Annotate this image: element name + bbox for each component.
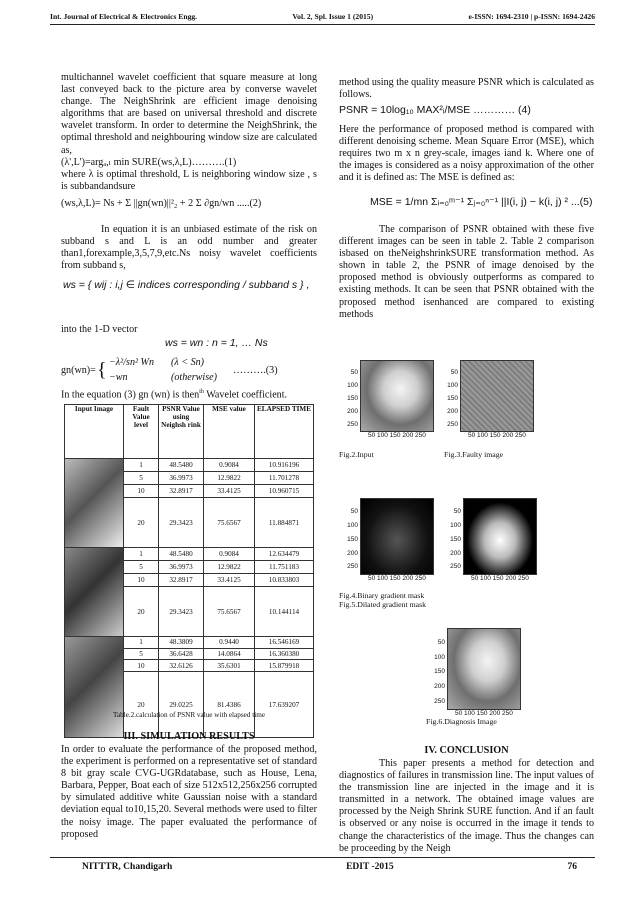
page-footer: [82, 862, 577, 872]
mse-cell: 75.6567: [204, 498, 255, 548]
psnr-cell: 48.5480: [159, 548, 204, 561]
x-tick-labels: 50 100 150 200 250: [455, 710, 513, 717]
equation-4: PSNR = 10log₁₀ MAX²ᵢ/MSE ………… (4): [339, 104, 531, 116]
fig3-caption: Fig.3.Faulty image: [444, 450, 504, 459]
psnr-cell: 32.6126: [159, 660, 204, 672]
col-header-mse: MSE value: [204, 405, 255, 459]
y-tick-label: 100: [447, 381, 458, 389]
elapsed-time-cell: 17.639207: [255, 672, 314, 738]
psnr-cell: 29.0225: [159, 672, 204, 738]
fault-level-cell: 10: [124, 574, 159, 587]
journal-name: Int. Journal of Electrical & Electronics Engg.: [50, 12, 198, 21]
right-para-2: Here the performance of proposed method is compared with different denoising scheme. Mean Square Error (MSE), which requires two m x n grey-scale, images iand k. Where one of the images is considered as a noisy approximation of the other and it is defined as: The MSE is defined as:: [339, 124, 594, 184]
fault-level-cell: 20: [124, 587, 159, 637]
y-tick-label: 50: [350, 507, 358, 515]
equation-ws: ws = { wij : i,j ∈ indices corresponding / subband s } ,: [63, 279, 310, 291]
elapsed-time-cell: 11.884871: [255, 498, 314, 548]
y-tick-label: 100: [347, 521, 358, 529]
equation-3-cond-1: (λ < Sn): [171, 357, 205, 368]
section-3-title: III. SIMULATION RESULTS: [123, 731, 255, 742]
figure-image: [360, 498, 434, 575]
figure-image: [463, 498, 537, 575]
table-caption: Table.2.calculation of PSNR value with elapsed time: [113, 711, 265, 719]
psnr-cell: 32.8917: [159, 574, 204, 587]
section-3-body: In order to evaluate the performance of the proposed method, the experiment is performed on a representative set of standard 8 bit gray scale CVG-UGRdatabase, such as House, Lena, Barbara, Pepper, Boat each of size 512x512,256x256 corrupted by simulated additive white Gaussian noise with a standard deviation equal to10,15,20. Several methods were used to filter the noisy image. The paper evaluated the performance of proposed: [61, 744, 317, 840]
fault-level-cell: 5: [124, 561, 159, 574]
psnr-cell: 29.3423: [159, 498, 204, 548]
equation-3-cond-2: (otherwise): [171, 372, 217, 383]
fig6-caption: Fig.6.Diagnosis Image: [426, 717, 497, 726]
right-para-1: method using the quality measure PSNR which is calculated as follows.: [339, 77, 594, 101]
fault-level-cell: 1: [124, 459, 159, 472]
equation-3-case-2: −wn: [109, 372, 128, 383]
fault-level-cell: 20: [124, 672, 159, 738]
fig5-caption: Fig.5.Dilated gradient mask: [339, 600, 427, 609]
col-header-time: ELAPSED TIME: [255, 405, 314, 459]
fault-level-cell: 5: [124, 472, 159, 485]
y-tick-label: 200: [434, 683, 445, 691]
y-tick-label: 150: [450, 535, 461, 543]
brace-glyph: {: [97, 359, 107, 381]
psnr-cell: 36.6428: [159, 648, 204, 660]
fig5-plot: [439, 498, 541, 587]
x-tick-labels: 50 100 150 200 250: [368, 432, 426, 439]
equation-3-case-1: −λ²/sn² Wn: [109, 357, 154, 368]
input-image-cell: [65, 459, 124, 548]
header-rule: [50, 24, 595, 25]
equation-5: MSE = 1/mn Σᵢ₌₀ᵐ⁻¹ Σⱼ₌₀ⁿ⁻¹ ||I(i, j) − k(i, j) ² ...(5): [370, 196, 593, 208]
fig4-plot: [336, 498, 438, 587]
right-para-3-wrap: [339, 224, 594, 321]
elapsed-time-cell: 10.916196: [255, 459, 314, 472]
input-image-thumbnail: [65, 637, 123, 737]
fig4-caption: Fig.4.Binary gradient mask: [339, 591, 425, 600]
left-column-top: [61, 72, 317, 210]
figure-image: [360, 360, 434, 432]
mse-cell: 14.0864: [204, 648, 255, 660]
psnr-cell: 48.5480: [159, 459, 204, 472]
mse-cell: 33.4125: [204, 574, 255, 587]
mse-cell: 35.6301: [204, 660, 255, 672]
equation-3-number: ……….(3): [233, 365, 278, 376]
y-tick-label: 250: [434, 698, 445, 706]
y-tick-label: 150: [447, 394, 458, 402]
input-image-cell: [65, 548, 124, 637]
equation-vector: ws = wn : n = 1, … Ns: [165, 337, 268, 349]
elapsed-time-cell: 11.701278: [255, 472, 314, 485]
x-tick-labels: 50 100 150 200 250: [468, 432, 526, 439]
mse-cell: 33.4125: [204, 485, 255, 498]
elapsed-time-cell: 16.546169: [255, 637, 314, 649]
psnr-cell: 48.3809: [159, 637, 204, 649]
elapsed-time-cell: 12.634479: [255, 548, 314, 561]
footer-rule: [50, 857, 595, 858]
fault-level-cell: 10: [124, 485, 159, 498]
y-tick-label: 150: [434, 668, 445, 676]
psnr-cell: 36.9973: [159, 561, 204, 574]
y-tick-label: 150: [347, 535, 358, 543]
y-tick-label: 250: [450, 563, 461, 571]
y-tick-label: 250: [347, 563, 358, 571]
y-tick-label: 200: [347, 407, 358, 415]
left-where-1: where λ is optimal threshold, L is neighboring window size , s is subbandandsure: [61, 168, 317, 192]
left-column-mid: [61, 224, 317, 272]
mse-cell: 75.6567: [204, 587, 255, 637]
input-image-thumbnail: [65, 548, 123, 636]
fault-level-cell: 20: [124, 498, 159, 548]
elapsed-time-cell: 10.960715: [255, 485, 314, 498]
mse-cell: 0.9084: [204, 459, 255, 472]
y-tick-label: 50: [437, 638, 445, 646]
mse-cell: 0.9440: [204, 637, 255, 649]
left-para-1: multichannel wavelet coefficient that square measure at long last conveyed back to the picture area by converse wavelet change. The NeighShrink are efficient image denoising algorithms that are based on universal threshold and discrete wavelet transform. In order to determine the NeighShrink, the optimal threshold and neighbouring window size are calculated as,: [61, 72, 317, 156]
fault-level-cell: 1: [124, 548, 159, 561]
fault-level-cell: 5: [124, 648, 159, 660]
right-para-3: The comparison of PSNR obtained with these five different images can be seen in table 2. Table 2 comparison isbased on theNeighshrinkSURE transformation method. As shown in table 2, the PSNR of image denoised by the proposed method is obviously outperforms as compared to existing methods. It can be seen that PSNR obtained with the proposed method isenhanced are compared to existing methods: [339, 224, 594, 320]
left-para-2: In equation it is an unbiased estimate of the risk on subband s and L is an odd number and greater than1,forexample,3,5,7,9,etc.Ns noisy wavelet coefficients from subband s,: [61, 224, 317, 272]
y-tick-label: 50: [453, 507, 461, 515]
y-tick-label: 100: [347, 381, 358, 389]
y-tick-label: 200: [450, 549, 461, 557]
col-header-fault: Fault Value level: [124, 405, 159, 459]
issn-info: e-ISSN: 1694-2310 | p-ISSN: 1694-2426: [468, 12, 595, 21]
equation-3: [61, 356, 317, 386]
figure-image: [460, 360, 534, 432]
y-tick-label: 250: [347, 420, 358, 428]
y-tick-label: 50: [350, 368, 358, 376]
results-table: [64, 404, 314, 738]
section-4-title: IV. CONCLUSION: [424, 745, 509, 756]
fig3-plot: [436, 360, 538, 444]
fault-level-cell: 1: [124, 637, 159, 649]
footer-institute: NITTTR, Chandigarh: [82, 862, 173, 872]
mse-cell: 0.9084: [204, 548, 255, 561]
y-tick-label: 150: [347, 394, 358, 402]
footer-edition: EDIT -2015: [346, 862, 394, 872]
fault-level-cell: 10: [124, 660, 159, 672]
equation-3-lhs: gn(wn)=: [61, 365, 96, 376]
elapsed-time-cell: 11.751183: [255, 561, 314, 574]
table-row: [65, 637, 314, 649]
psnr-cell: 32.8917: [159, 485, 204, 498]
section-4-body-wrap: [339, 758, 594, 855]
page-number: 76: [567, 862, 577, 872]
y-tick-label: 200: [447, 407, 458, 415]
equation-3-note: [61, 386, 331, 401]
running-header: [50, 12, 595, 21]
volume-info: Vol. 2, Spl. Issue 1 (2015): [292, 12, 374, 21]
eq3-text: In the equation (3) gn (wn) is then: [61, 389, 200, 401]
mse-cell: 12.9822: [204, 561, 255, 574]
y-tick-label: 100: [450, 521, 461, 529]
section-4-body: This paper presents a method for detection and diagnostics of failures in transmission line. The input values of the transmission line are injected in the image and it is transmitted in a network. The obtained image values are processed by the Neigh Shrink SURE function. And if an fault is observed or any noise is occurred in the image it tends to change the characteristics of the image. Thus the changes can be proceeding by the Neigh: [339, 758, 594, 854]
y-tick-label: 250: [447, 420, 458, 428]
table-row: [65, 459, 314, 472]
mse-cell: 81.4386: [204, 672, 255, 738]
x-tick-labels: 50 100 150 200 250: [471, 575, 529, 582]
into-vector-text: into the 1-D vector: [61, 324, 138, 335]
eq3-tail: Wavelet coefficient.: [203, 389, 288, 401]
input-image-thumbnail: [65, 459, 123, 547]
psnr-cell: 36.9973: [159, 472, 204, 485]
col-header-input: Input Image: [65, 405, 124, 459]
y-tick-label: 50: [450, 368, 458, 376]
figure-image: [447, 628, 521, 710]
y-tick-label: 200: [347, 549, 358, 557]
elapsed-time-cell: 10.144114: [255, 587, 314, 637]
fig2-plot: [336, 360, 438, 444]
mse-cell: 12.9822: [204, 472, 255, 485]
equation-1: (λ',L')=argₐ,ₗ min SURE(ws,λ,L)……….(1): [61, 156, 237, 168]
equation-2: (ws,λ,L)= Ns + Σ ||gn(wn)||²₂ + 2 Σ ∂gn/wn .....(2): [61, 197, 262, 209]
eq3-sup: th: [199, 389, 204, 395]
y-tick-label: 100: [434, 653, 445, 661]
fig2-caption: Fig.2.Input: [339, 450, 374, 459]
psnr-cell: 29.3423: [159, 587, 204, 637]
elapsed-time-cell: 10.833803: [255, 574, 314, 587]
fig6-plot: [423, 628, 525, 722]
elapsed-time-cell: 16.360380: [255, 648, 314, 660]
col-header-psnr: PSNR Value using Neighsh rink: [159, 405, 204, 459]
elapsed-time-cell: 15.879918: [255, 660, 314, 672]
x-tick-labels: 50 100 150 200 250: [368, 575, 426, 582]
table-row: [65, 548, 314, 561]
input-image-cell: [65, 637, 124, 738]
